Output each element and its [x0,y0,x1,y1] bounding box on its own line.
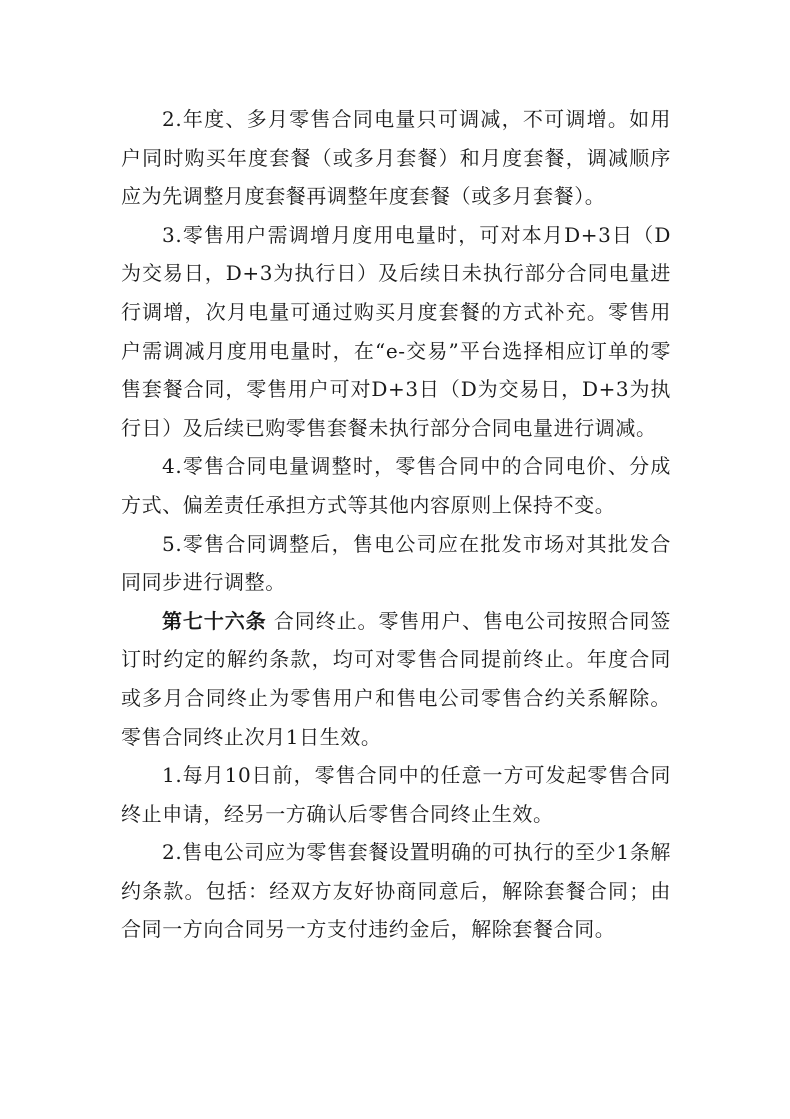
paragraph [121,216,671,448]
paragraph [121,525,671,602]
paragraph [121,756,671,833]
article-number: 第七十六条 [162,608,267,633]
paragraph-text: 4.零售合同电量调整时，零售合同中的合同电价、分成方式、偏差责任承担方式等其他内容原则上保持不变。 [121,454,671,517]
paragraph-text: 2.售电公司应为零售套餐设置明确的可执行的至少1条解约条款。包括：经双方友好协商同意后，解除套餐合同；由合同一方向合同另一方支付违约金后，解除套餐合同。 [121,840,671,942]
paragraph [121,833,671,949]
paragraph [121,100,671,216]
paragraph-text: 1.每月10日前，零售合同中的任意一方可发起零售合同终止申请，经另一方确认后零售合同终止生效。 [121,763,671,826]
article-paragraph [121,602,671,756]
paragraph-text: 5.零售合同调整后，售电公司应在批发市场对其批发合同同步进行调整。 [121,531,671,595]
paragraph-text: 2.年度、多月零售合同电量只可调减，不可调增。如用户同时购买年度套餐（或多月套餐）和月度套餐，调减顺序应为先调整月度套餐再调整年度套餐（或多月套餐）。 [121,107,671,209]
paragraph [121,447,671,524]
paragraph-text: 3.零售用户需调增月度用电量时，可对本月D+3日（D为交易日，D+3为执行日）及后续日未执行部分合同电量进行调增，次月电量可通过购买月度套餐的方式补充。零售用户需调减月度用电量时，在“e-交易”平台选择相应订单的零售套餐合同，零售用户可对D+3日（D为交易日，D+3为执行日）及后续已购零售套餐未执行部分合同电量进行调减。 [121,222,671,440]
document-body [121,100,671,949]
paragraph-text: 合同终止。零售用户、售电公司按照合同签订时约定的解约条款，均可对零售合同提前终止。年度合同或多月合同终止为零售用户和售电公司零售合约关系解除。零售合同终止次月1日生效。 [121,608,671,749]
